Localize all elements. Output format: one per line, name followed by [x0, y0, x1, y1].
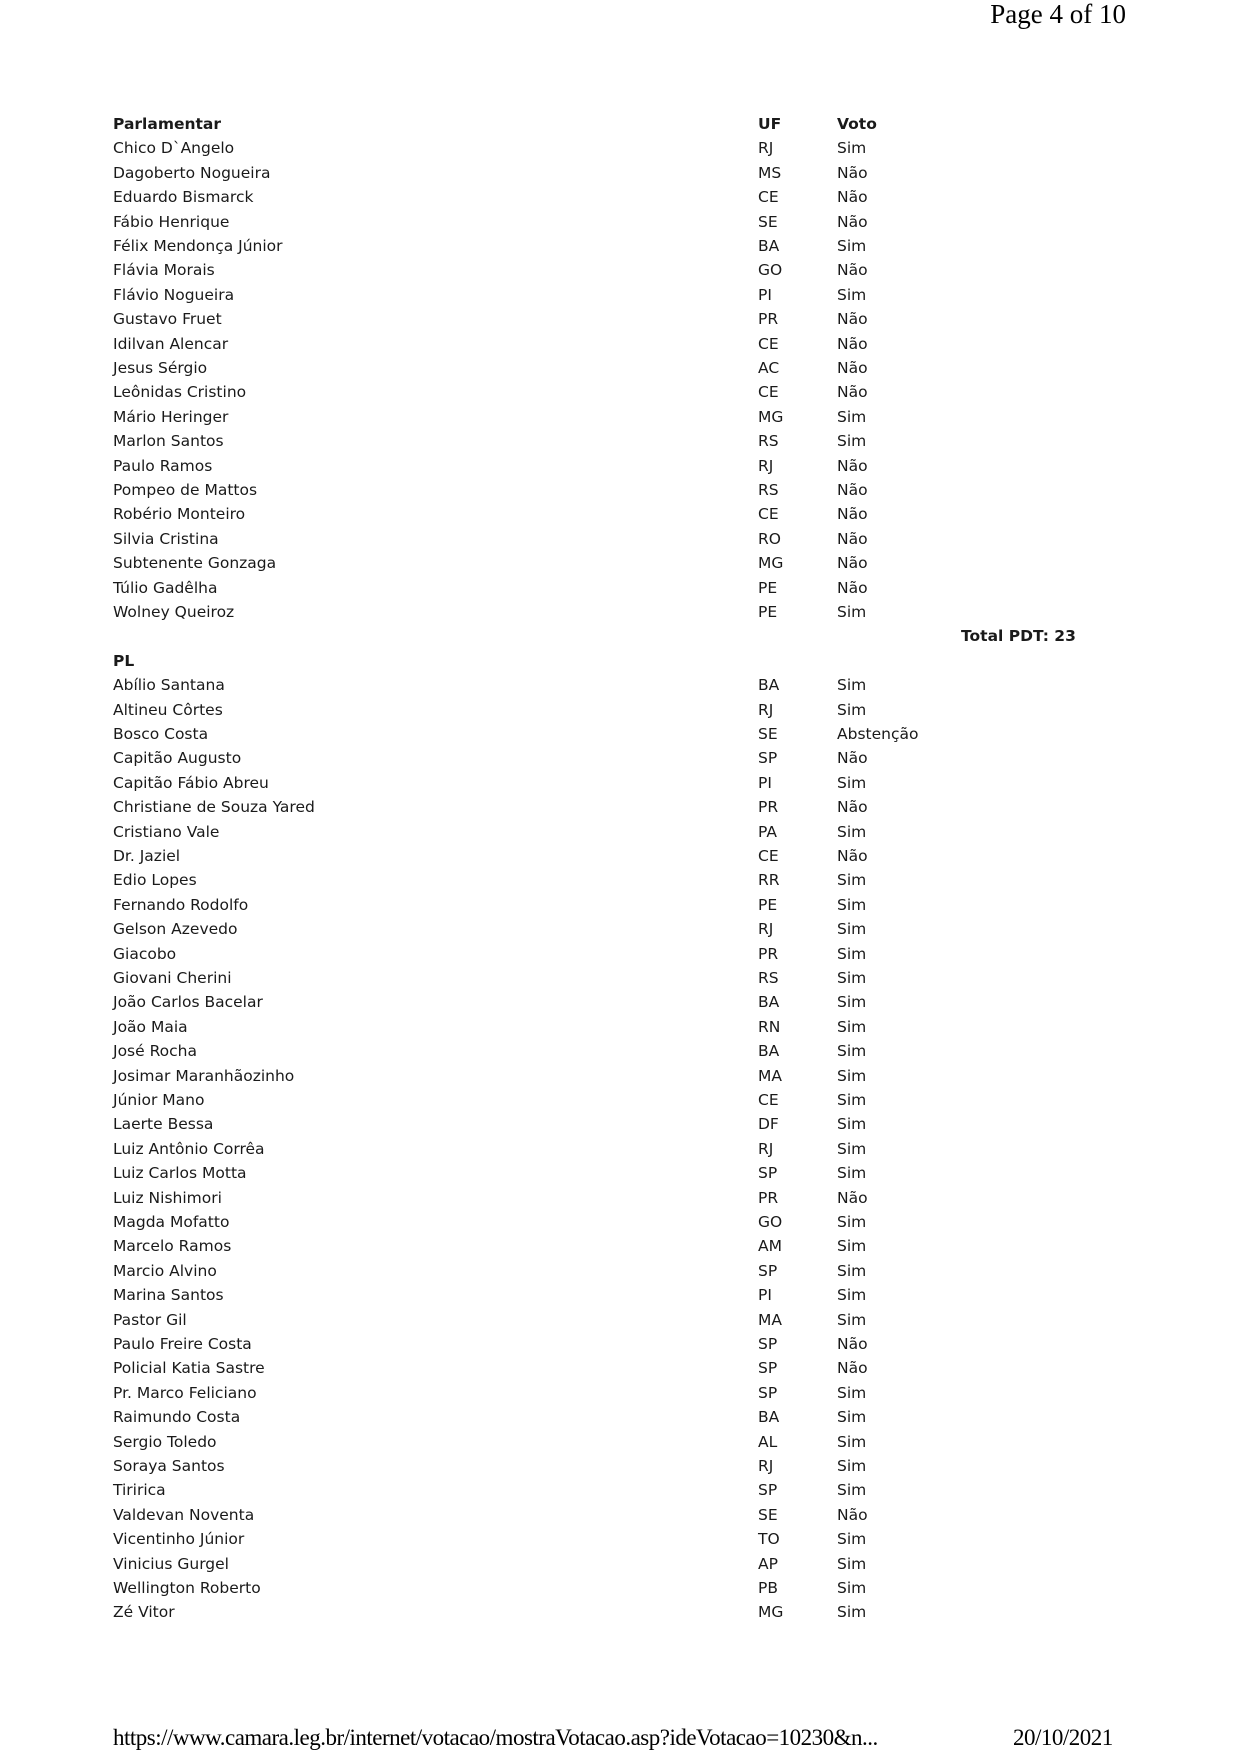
voto-cell: Não: [837, 529, 868, 548]
parlamentar-name: Túlio Gadêlha: [113, 578, 218, 597]
uf-cell: CE: [758, 188, 779, 207]
party-name: PL: [113, 651, 135, 670]
parlamentar-name: Flávia Morais: [113, 261, 215, 280]
uf-cell: RJ: [758, 139, 774, 158]
parlamentar-name: Giacobo: [113, 944, 177, 963]
uf-cell: MA: [758, 1066, 782, 1085]
table-row: [0, 1381, 1240, 1405]
table-row: [0, 258, 1240, 282]
voto-cell: Sim: [837, 1481, 867, 1500]
uf-cell: PE: [758, 603, 778, 621]
parlamentar-name: Marcelo Ramos: [113, 1237, 232, 1256]
parlamentar-name: Gelson Azevedo: [113, 920, 238, 939]
uf-cell: SP: [758, 749, 778, 768]
header-voto: Voto: [837, 115, 877, 133]
parlamentar-name: Luiz Carlos Motta: [113, 1164, 247, 1183]
uf-cell: PI: [758, 1286, 772, 1305]
parlamentar-name: Jesus Sérgio: [113, 359, 208, 377]
table-row: [0, 576, 1240, 600]
voto-cell: Sim: [837, 700, 867, 719]
table-row: [0, 332, 1240, 356]
table-row: [0, 1552, 1240, 1576]
uf-cell: PI: [758, 285, 772, 304]
voto-cell: Sim: [837, 1017, 867, 1036]
uf-cell: SP: [758, 1335, 778, 1353]
voto-cell: Sim: [837, 285, 867, 304]
uf-cell: PR: [758, 1188, 779, 1207]
uf-cell: RJ: [758, 1457, 774, 1475]
uf-cell: BA: [758, 1408, 780, 1427]
voto-cell: Sim: [837, 1042, 867, 1061]
parlamentar-name: Pr. Marco Feliciano: [113, 1383, 257, 1402]
uf-cell: CE: [758, 383, 779, 402]
parlamentar-name: Edio Lopes: [113, 871, 197, 890]
table-row: [0, 1308, 1240, 1332]
table-row: [0, 1015, 1240, 1039]
parlamentar-name: Subtenente Gonzaga: [113, 554, 277, 573]
table-row: [0, 1405, 1240, 1429]
uf-cell: PA: [758, 822, 777, 841]
voto-cell: Não: [837, 188, 868, 207]
table-row: [0, 1137, 1240, 1161]
uf-cell: RS: [758, 481, 779, 499]
voto-cell: Não: [837, 383, 868, 402]
table-row: [0, 210, 1240, 234]
parlamentar-name: Laerte Bessa: [113, 1115, 214, 1134]
parlamentar-name: Magda Mofatto: [113, 1213, 230, 1231]
parlamentar-name: Wellington Roberto: [113, 1579, 261, 1597]
voto-cell: Sim: [837, 676, 867, 695]
uf-cell: SP: [758, 1359, 778, 1378]
table-row: [0, 1186, 1240, 1210]
table-row: [0, 795, 1240, 819]
parlamentar-name: Pompeo de Mattos: [113, 481, 258, 499]
voto-cell: Não: [837, 1359, 868, 1378]
uf-cell: GO: [758, 1213, 783, 1231]
voto-cell: Não: [837, 578, 868, 597]
parlamentar-name: Júnior Mano: [113, 1091, 205, 1109]
uf-cell: TO: [758, 1530, 780, 1549]
table-row: [0, 429, 1240, 453]
voto-cell: Sim: [837, 1286, 867, 1305]
uf-cell: DF: [758, 1115, 779, 1134]
uf-cell: RJ: [758, 700, 774, 719]
parlamentar-name: Paulo Freire Costa: [113, 1335, 252, 1353]
uf-cell: AP: [758, 1554, 778, 1573]
uf-cell: RR: [758, 871, 780, 890]
voto-cell: Sim: [837, 1457, 867, 1475]
uf-cell: BA: [758, 237, 780, 255]
voto-cell: Não: [837, 554, 868, 573]
table-row: [0, 1234, 1240, 1258]
uf-cell: RS: [758, 432, 779, 451]
voto-cell: Não: [837, 505, 868, 524]
uf-cell: CE: [758, 1091, 779, 1109]
table-row: [0, 600, 1240, 624]
voto-cell: Sim: [837, 1091, 867, 1109]
table-row: [0, 1332, 1240, 1356]
parlamentar-name: Sergio Toledo: [113, 1432, 217, 1451]
uf-cell: RS: [758, 969, 779, 987]
parlamentar-name: Cristiano Vale: [113, 822, 220, 841]
table-row: [0, 1527, 1240, 1551]
uf-cell: RJ: [758, 920, 774, 939]
table-row: [0, 771, 1240, 795]
parlamentar-name: Fábio Henrique: [113, 212, 230, 231]
parlamentar-name: Tiririca: [113, 1481, 166, 1500]
parlamentar-name: Luiz Antônio Corrêa: [113, 1139, 265, 1158]
uf-cell: MA: [758, 1310, 782, 1329]
voto-cell: Sim: [837, 920, 867, 939]
uf-cell: PB: [758, 1579, 778, 1597]
parlamentar-name: Marcio Alvino: [113, 1261, 217, 1280]
party-total: Total PDT: 23: [961, 627, 1076, 646]
table-row: [0, 868, 1240, 892]
table-row: [0, 161, 1240, 185]
table-row: [0, 380, 1240, 404]
table-row: [0, 1503, 1240, 1527]
parlamentar-name: Fernando Rodolfo: [113, 895, 249, 914]
uf-cell: MS: [758, 163, 782, 182]
table-row: [0, 990, 1240, 1014]
voto-cell: Sim: [837, 1139, 867, 1158]
uf-cell: SP: [758, 1383, 778, 1402]
uf-cell: PR: [758, 798, 779, 817]
voto-cell: Não: [837, 310, 868, 329]
voto-cell: Sim: [837, 993, 867, 1012]
parlamentar-name: Dr. Jaziel: [113, 847, 181, 865]
parlamentar-name: Soraya Santos: [113, 1457, 225, 1475]
voto-cell: Não: [837, 163, 868, 182]
table-row: [0, 405, 1240, 429]
table-row: [0, 1161, 1240, 1185]
voto-cell: Sim: [837, 944, 867, 963]
parlamentar-name: Pastor Gil: [113, 1310, 187, 1329]
parlamentar-name: Altineu Côrtes: [113, 700, 223, 719]
table-row: [0, 746, 1240, 770]
header-parlamentar: Parlamentar: [113, 115, 222, 133]
parlamentar-name: Vinicius Gurgel: [113, 1554, 229, 1573]
table-row: [0, 1454, 1240, 1478]
parlamentar-name: Leônidas Cristino: [113, 383, 247, 402]
table-row: [0, 1478, 1240, 1502]
parlamentar-name: Christiane de Souza Yared: [113, 798, 315, 817]
voto-cell: Não: [837, 1188, 868, 1207]
page-footer: [113, 1725, 1113, 1751]
uf-cell: AM: [758, 1237, 782, 1256]
uf-cell: PI: [758, 773, 772, 792]
uf-cell: RO: [758, 529, 781, 548]
voto-cell: Sim: [837, 1310, 867, 1329]
parlamentar-name: Bosco Costa: [113, 725, 209, 743]
table-row: [0, 893, 1240, 917]
voto-cell: Sim: [837, 1530, 867, 1549]
parlamentar-name: Capitão Fábio Abreu: [113, 773, 269, 792]
table-row: [0, 966, 1240, 990]
parlamentar-name: Valdevan Noventa: [113, 1505, 255, 1524]
uf-cell: RJ: [758, 1139, 774, 1158]
footer-date: 20/10/2021: [1013, 1725, 1113, 1750]
uf-cell: CE: [758, 334, 779, 353]
parlamentar-name: Capitão Augusto: [113, 749, 242, 768]
voto-cell: Sim: [837, 1432, 867, 1451]
voto-cell: Sim: [837, 871, 867, 890]
parlamentar-name: Raimundo Costa: [113, 1408, 241, 1427]
uf-cell: MG: [758, 407, 784, 426]
table-row: [0, 1430, 1240, 1454]
table-row: [0, 1210, 1240, 1234]
uf-cell: AC: [758, 359, 780, 377]
table-row: [0, 722, 1240, 746]
parlamentar-name: Robério Monteiro: [113, 505, 246, 524]
voto-cell: Sim: [837, 1066, 867, 1085]
table-row: [0, 1064, 1240, 1088]
uf-cell: CE: [758, 847, 779, 865]
voto-cell: Sim: [837, 139, 867, 158]
parlamentar-name: Flávio Nogueira: [113, 285, 235, 304]
parlamentar-name: Policial Katia Sastre: [113, 1359, 265, 1378]
uf-cell: SE: [758, 725, 778, 743]
voto-cell: Não: [837, 212, 868, 231]
voto-cell: Sim: [837, 1579, 867, 1597]
parlamentar-name: Félix Mendonça Júnior: [113, 237, 283, 255]
parlamentar-name: Marlon Santos: [113, 432, 224, 451]
uf-cell: MG: [758, 554, 784, 573]
table-row: [0, 1259, 1240, 1283]
voto-cell: Sim: [837, 1261, 867, 1280]
table-row: [0, 551, 1240, 575]
voto-cell: Sim: [837, 1115, 867, 1134]
uf-cell: RN: [758, 1017, 781, 1036]
parlamentar-name: Wolney Queiroz: [113, 603, 235, 621]
parlamentar-name: João Maia: [113, 1017, 188, 1036]
uf-cell: CE: [758, 505, 779, 524]
voto-cell: Abstenção: [837, 725, 919, 743]
table-row: [0, 1356, 1240, 1380]
table-row: [0, 307, 1240, 331]
parlamentar-name: Idilvan Alencar: [113, 334, 229, 353]
uf-cell: RJ: [758, 456, 774, 475]
table-row: [0, 698, 1240, 722]
uf-cell: SP: [758, 1164, 778, 1183]
voto-cell: Sim: [837, 969, 867, 987]
table-row: [0, 234, 1240, 258]
table-row: [0, 1039, 1240, 1063]
voto-cell: Não: [837, 261, 868, 280]
voto-cell: Sim: [837, 1213, 867, 1231]
parlamentar-name: Gustavo Fruet: [113, 310, 222, 329]
parlamentar-name: João Carlos Bacelar: [113, 993, 263, 1012]
voto-cell: Não: [837, 1335, 868, 1353]
voto-cell: Não: [837, 847, 868, 865]
uf-cell: PR: [758, 310, 779, 329]
parlamentar-name: Chico D`Angelo: [113, 139, 235, 158]
uf-cell: SE: [758, 212, 778, 231]
voto-cell: Sim: [837, 1603, 867, 1622]
table-row: [0, 454, 1240, 478]
uf-cell: BA: [758, 993, 780, 1012]
table-row: [0, 844, 1240, 868]
parlamentar-name: Dagoberto Nogueira: [113, 163, 271, 182]
table-row: [0, 478, 1240, 502]
table-row: [0, 942, 1240, 966]
voto-cell: Sim: [837, 432, 867, 451]
voto-cell: Não: [837, 481, 868, 499]
table-row: [0, 136, 1240, 160]
table-row: [0, 283, 1240, 307]
table-row: [0, 356, 1240, 380]
uf-cell: PE: [758, 895, 778, 914]
uf-cell: PR: [758, 944, 779, 963]
voto-cell: Não: [837, 798, 868, 817]
table-row: [0, 820, 1240, 844]
voto-cell: Sim: [837, 895, 867, 914]
uf-cell: SP: [758, 1481, 778, 1500]
uf-cell: SE: [758, 1505, 778, 1524]
table-row: [0, 1576, 1240, 1600]
table-row: [0, 1112, 1240, 1136]
voto-cell: Sim: [837, 773, 867, 792]
voto-cell: Sim: [837, 237, 867, 255]
uf-cell: MG: [758, 1603, 784, 1622]
voto-cell: Não: [837, 334, 868, 353]
uf-cell: PE: [758, 578, 778, 597]
parlamentar-name: Marina Santos: [113, 1286, 224, 1305]
table-row: [0, 527, 1240, 551]
table-row: [0, 1600, 1240, 1624]
table-row: [0, 185, 1240, 209]
voto-cell: Sim: [837, 1164, 867, 1183]
voto-cell: Não: [837, 456, 868, 475]
parlamentar-name: Abílio Santana: [113, 676, 225, 695]
voto-cell: Não: [837, 749, 868, 768]
table-row: [0, 673, 1240, 697]
parlamentar-name: Luiz Nishimori: [113, 1188, 222, 1207]
parlamentar-name: José Rocha: [113, 1042, 197, 1061]
parlamentar-name: Paulo Ramos: [113, 456, 213, 475]
table-row: [0, 1283, 1240, 1307]
parlamentar-name: Mário Heringer: [113, 407, 229, 426]
parlamentar-name: Eduardo Bismarck: [113, 188, 254, 207]
table-row: [0, 917, 1240, 941]
header-uf: UF: [758, 115, 782, 133]
uf-cell: BA: [758, 1042, 780, 1061]
parlamentar-name: Silvia Cristina: [113, 529, 219, 548]
uf-cell: AL: [758, 1432, 778, 1451]
voto-cell: Sim: [837, 1237, 867, 1256]
uf-cell: GO: [758, 261, 783, 280]
parlamentar-name: Josimar Maranhãozinho: [113, 1066, 295, 1085]
voto-cell: Sim: [837, 1554, 867, 1573]
table-header: [0, 112, 1240, 136]
voto-cell: Sim: [837, 822, 867, 841]
voto-cell: Sim: [837, 1408, 867, 1427]
table-row: [0, 502, 1240, 526]
party-heading: [0, 649, 1240, 673]
uf-cell: SP: [758, 1261, 778, 1280]
parlamentar-name: Vicentinho Júnior: [113, 1530, 245, 1549]
voto-cell: Não: [837, 1505, 868, 1524]
uf-cell: BA: [758, 676, 780, 695]
footer-url[interactable]: https://www.camara.leg.br/internet/votacao/mostraVotacao.asp?ideVotacao=10230&n...: [113, 1725, 878, 1750]
voto-cell: Não: [837, 359, 868, 377]
voto-cell: Sim: [837, 603, 867, 621]
table-row: [0, 1088, 1240, 1112]
page-number: Page 4 of 10: [990, 0, 1126, 29]
voto-cell: Sim: [837, 407, 867, 426]
parlamentar-name: Giovani Cherini: [113, 969, 232, 987]
parlamentar-name: Zé Vitor: [113, 1603, 175, 1622]
voto-cell: Sim: [837, 1383, 867, 1402]
